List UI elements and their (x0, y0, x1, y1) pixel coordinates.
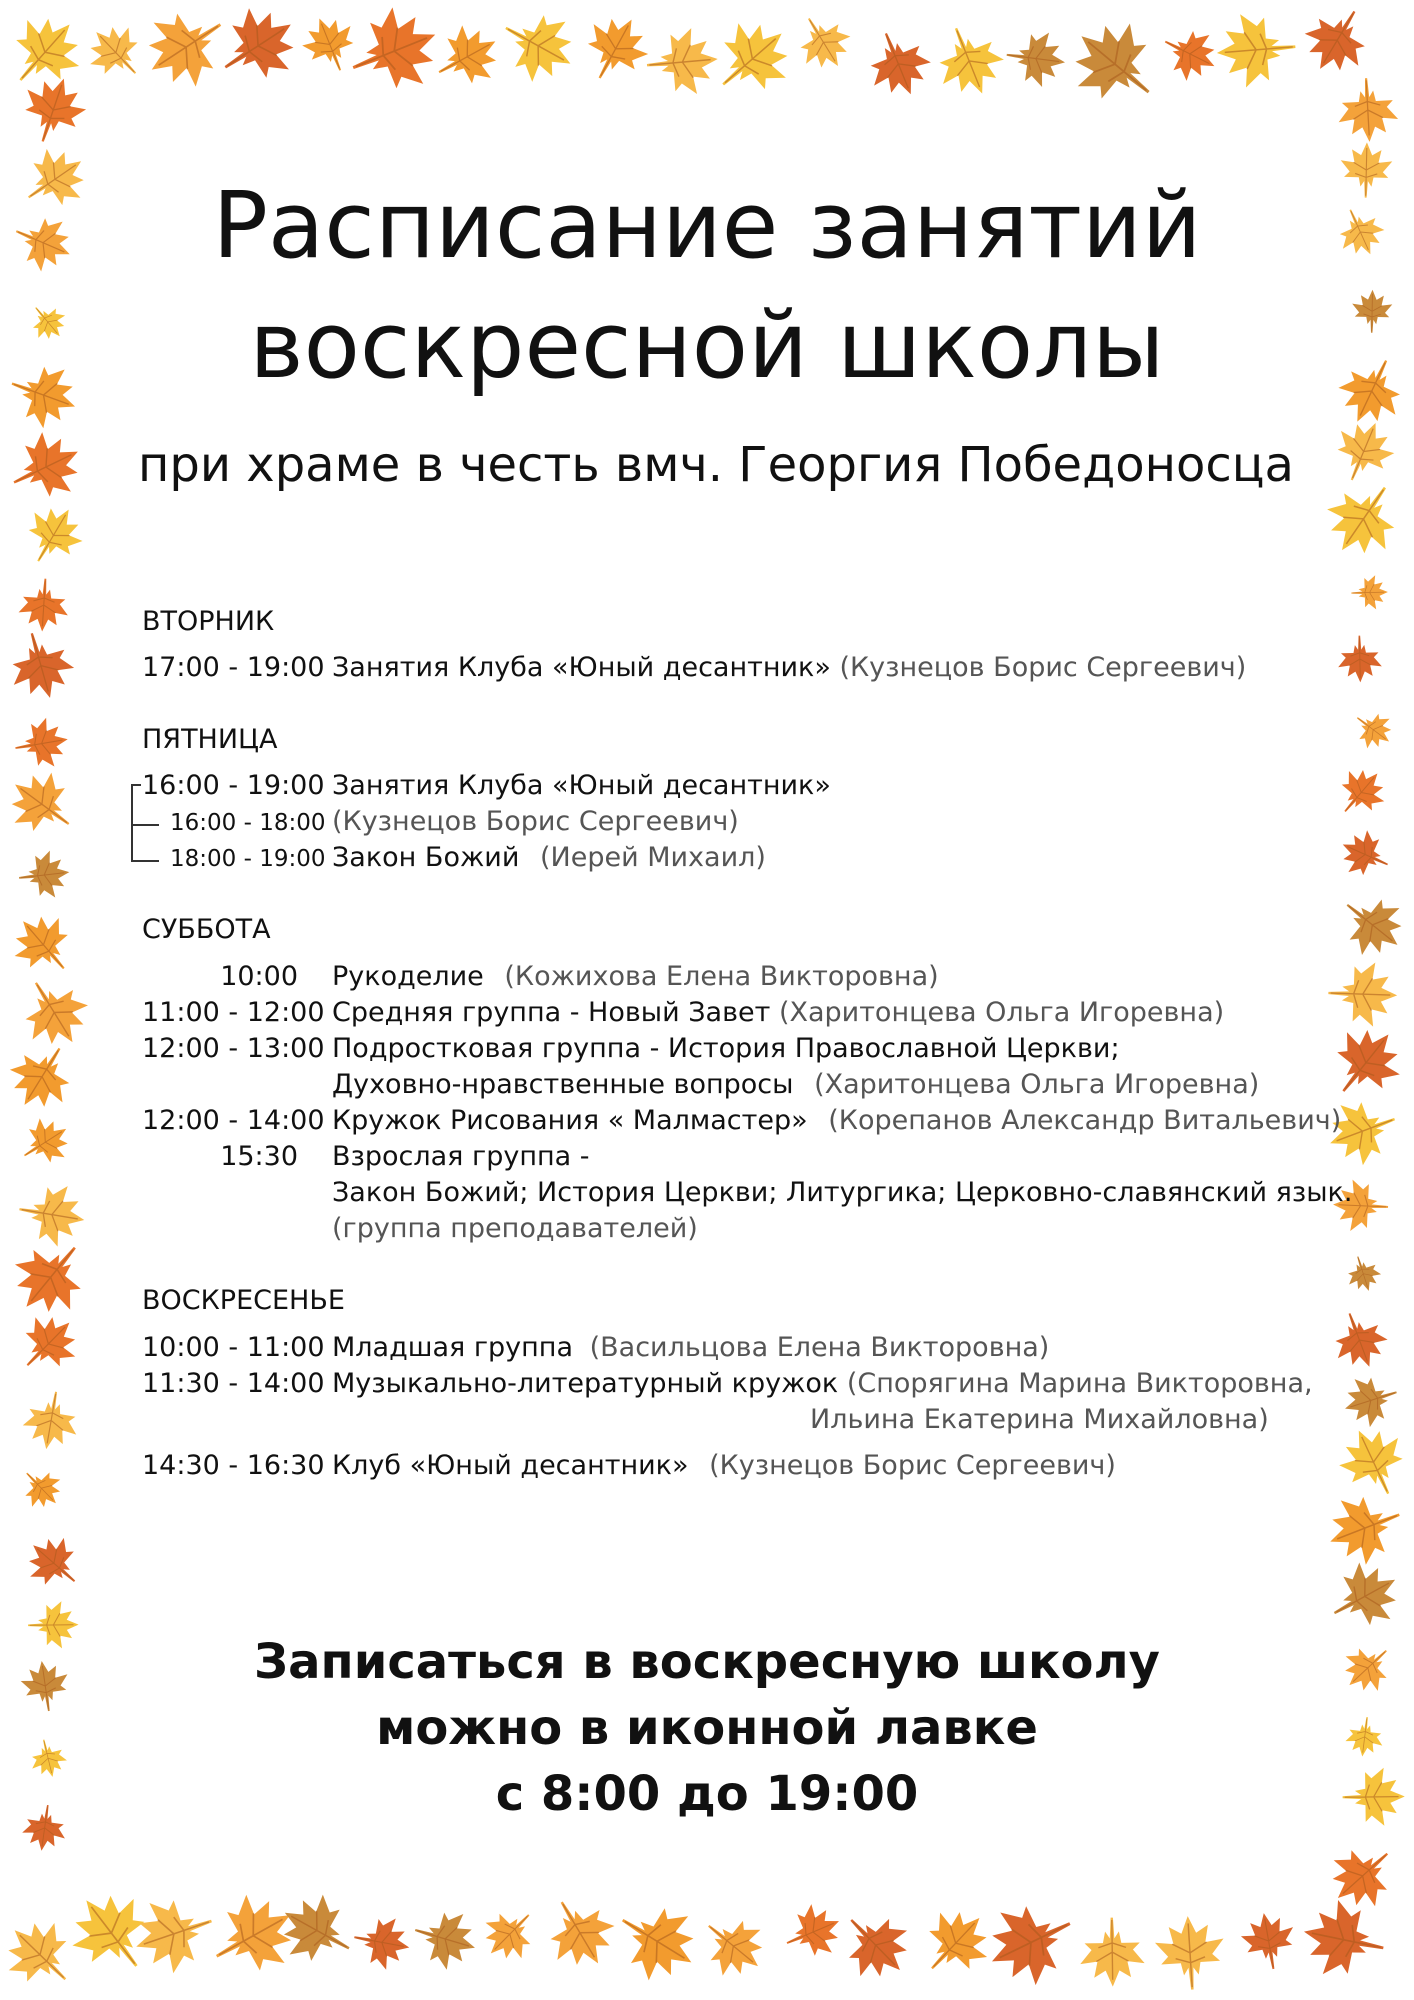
maple-leaf-icon (1317, 1831, 1408, 1921)
maple-leaf-icon (1351, 575, 1389, 610)
maple-leaf-icon (572, 5, 658, 93)
maple-leaf-icon (1214, 10, 1298, 90)
maple-leaf-icon (1055, 5, 1174, 124)
schedule-activity (332, 652, 1246, 683)
page-title-line-2: воскресной школы (249, 292, 1165, 399)
activity-name: Кружок Рисования « Малмастер» (332, 1105, 808, 1136)
schedule-activity-continued (332, 1177, 1352, 1208)
teacher-name: Ильина Екатерина Михайловна) (810, 1404, 1269, 1435)
maple-leaf-icon (13, 69, 93, 152)
maple-leaf-icon (124, 1886, 223, 1982)
maple-leaf-icon (777, 1897, 850, 1968)
maple-leaf-icon (1346, 703, 1400, 757)
maple-leaf-icon (77, 14, 155, 92)
day-heading-saturday: СУББОТА (142, 914, 271, 945)
maple-leaf-icon (603, 1888, 711, 1994)
maple-leaf-icon (1325, 412, 1402, 491)
maple-leaf-icon (0, 422, 92, 512)
maple-leaf-icon (489, 0, 587, 94)
maple-leaf-icon (16, 1526, 91, 1601)
teacher-name: (Кузнецов Борис Сергеевич) (839, 652, 1247, 683)
footer-line-1: Записаться в воскресную школу (254, 1634, 1160, 1690)
schedule-activity (332, 770, 831, 801)
teacher-name: (Харитонцева Ольга Игоревна) (814, 1069, 1260, 1100)
maple-leaf-icon (1337, 1368, 1404, 1432)
day-heading-friday: ПЯТНИЦА (142, 724, 278, 755)
schedule-activity (332, 997, 1224, 1028)
maple-leaf-icon (14, 1179, 89, 1250)
maple-leaf-icon (131, 0, 242, 102)
maple-leaf-icon (1336, 77, 1399, 144)
maple-leaf-icon (828, 1897, 923, 1992)
maple-leaf-icon (1329, 881, 1414, 968)
maple-leaf-icon (0, 1032, 86, 1121)
activity-name: Закон Божий (332, 842, 520, 873)
schedule-time: 16:00 - 19:00 (142, 770, 325, 801)
maple-leaf-icon (350, 1912, 415, 1974)
maple-leaf-icon (11, 715, 72, 773)
maple-leaf-icon (0, 759, 87, 849)
schedule-time: 10:00 - 11:00 (142, 1332, 325, 1363)
maple-leaf-icon (1319, 1551, 1411, 1641)
activity-name: Занятия Клуба «Юный десантник» (332, 652, 831, 683)
maple-leaf-icon (295, 9, 364, 80)
schedule-time: 12:00 - 13:00 (142, 1033, 325, 1064)
maple-leaf-icon (926, 16, 1013, 106)
maple-leaf-icon (690, 1903, 777, 1989)
maple-leaf-icon (1327, 961, 1398, 1028)
schedule-activity (332, 1332, 1049, 1363)
maple-leaf-icon (1342, 1251, 1385, 1296)
activity-subjects: Закон Божий; История Церкви; Литургика; Церковно-славянский язык. (332, 1177, 1353, 1208)
maple-leaf-icon (1318, 1482, 1412, 1573)
maple-leaf-icon (1238, 1909, 1300, 1974)
activity-name: Занятия Клуба «Юный десантник» (332, 770, 831, 801)
teacher-name: (Корепанов Александр Витальевич) (828, 1105, 1342, 1136)
teacher-name: (Кузнецов Борис Сергеевич) (332, 806, 739, 837)
teacher-name: (Иерей Михаил) (539, 842, 766, 873)
activity-name: Подростковая группа - История Православной Церкви; (332, 1033, 1120, 1064)
maple-leaf-icon (533, 1885, 627, 1980)
maple-leaf-icon (13, 1459, 70, 1516)
maple-leaf-icon (1313, 468, 1414, 571)
bracket-tick-mid (131, 824, 159, 826)
maple-leaf-icon (2, 625, 81, 707)
activity-name: Средняя группа - Новый Завет (332, 997, 771, 1028)
schedule-time: 15:30 (220, 1141, 298, 1172)
page-subtitle: при храме в честь вмч. Георгия Победоносца (138, 437, 1294, 493)
teacher-name: (Кузнецов Борис Сергеевич) (709, 1450, 1116, 1481)
schedule-activity-continued (332, 1213, 698, 1244)
maple-leaf-icon (425, 15, 510, 98)
maple-leaf-icon (1329, 1417, 1414, 1507)
schedule-time: 11:30 - 14:00 (142, 1368, 325, 1399)
schedule-activity (332, 961, 939, 992)
maple-leaf-icon (407, 1902, 483, 1975)
schedule-activity (332, 1033, 1120, 1064)
maple-leaf-icon (12, 1109, 79, 1175)
schedule-subtime: 16:00 - 18:00 (170, 810, 326, 836)
bracket-tick-top (131, 784, 141, 786)
maple-leaf-icon (473, 1897, 547, 1971)
maple-leaf-icon (1325, 1304, 1395, 1376)
bracket-vertical-line (131, 784, 133, 862)
maple-leaf-icon (858, 22, 940, 106)
maple-leaf-icon (1317, 1013, 1414, 1112)
activity-name: Духовно-нравственные вопросы (332, 1069, 794, 1100)
bracket-tick-bottom (131, 860, 159, 862)
schedule-activity (332, 1368, 1313, 1399)
teacher-name: (Спорягина Марина Викторовна, (846, 1368, 1313, 1399)
schedule-subtime: 18:00 - 19:00 (170, 846, 326, 872)
teacher-name: (Кожихова Елена Викторовна) (504, 961, 939, 992)
maple-leaf-icon (644, 26, 720, 98)
day-heading-tuesday: ВТОРНИК (142, 606, 275, 637)
maple-leaf-icon (16, 849, 72, 902)
maple-leaf-icon (17, 577, 70, 633)
activity-name: Рукоделие (332, 961, 484, 992)
maple-leaf-icon (1338, 635, 1383, 683)
maple-leaf-icon (205, 0, 310, 98)
maple-leaf-icon (974, 1887, 1087, 1998)
schedule-time: 12:00 - 14:00 (142, 1105, 325, 1136)
schedule-activity (332, 842, 766, 873)
maple-leaf-icon (787, 5, 860, 80)
day-heading-sunday: ВОСКРЕСЕНЬЕ (142, 1285, 345, 1316)
schedule-time: 14:30 - 16:30 (142, 1450, 325, 1481)
maple-leaf-icon (19, 1387, 82, 1454)
maple-leaf-icon (1153, 1914, 1226, 1992)
schedule-activity (332, 1105, 1341, 1136)
activity-name: Взрослая группа - (332, 1141, 590, 1172)
schedule-time: 10:00 (220, 961, 298, 992)
maple-leaf-icon (1080, 1917, 1145, 1987)
activity-name: Музыкально-литературный кружок (332, 1368, 839, 1399)
maple-leaf-icon (1, 902, 86, 987)
maple-leaf-icon (1333, 824, 1397, 886)
schedule-activity (332, 1141, 590, 1172)
teacher-name: (Васильцова Елена Викторовна) (589, 1332, 1050, 1363)
footer-line-3: с 8:00 до 19:00 (495, 1766, 919, 1822)
maple-leaf-icon (56, 1877, 167, 1989)
maple-leaf-icon (14, 495, 93, 575)
teacher-name: (Харитонцева Ольга Игоревна) (778, 997, 1225, 1028)
schedule-activity-continued (332, 1069, 1259, 1100)
maple-leaf-icon (0, 1907, 88, 2000)
activity-name: Клуб «Юный десантник» (332, 1450, 689, 1481)
schedule-time: 17:00 - 19:00 (142, 652, 325, 683)
footer-line-2: можно в иконной лавке (376, 1700, 1038, 1756)
schedule-time: 11:00 - 12:00 (142, 997, 325, 1028)
page-title-line-1: Расписание занятий (212, 172, 1202, 279)
maple-leaf-icon (1003, 28, 1068, 90)
maple-leaf-icon (908, 1896, 1002, 1991)
maple-leaf-icon (1293, 0, 1381, 85)
teacher-name: (группа преподавателей) (332, 1213, 698, 1244)
activity-name: Младшая группа (332, 1332, 573, 1363)
maple-leaf-icon (7, 1303, 89, 1385)
maple-leaf-icon (1327, 758, 1395, 826)
maple-leaf-icon (1154, 19, 1226, 89)
maple-leaf-icon (0, 1225, 102, 1329)
maple-leaf-icon (1296, 1895, 1391, 1985)
maple-leaf-icon (268, 1883, 365, 1978)
schedule-activity-continued (810, 1404, 1269, 1435)
schedule-activity (332, 806, 739, 837)
maple-leaf-icon (8, 966, 100, 1059)
schedule-activity (332, 1450, 1116, 1481)
maple-leaf-icon (338, 0, 451, 106)
